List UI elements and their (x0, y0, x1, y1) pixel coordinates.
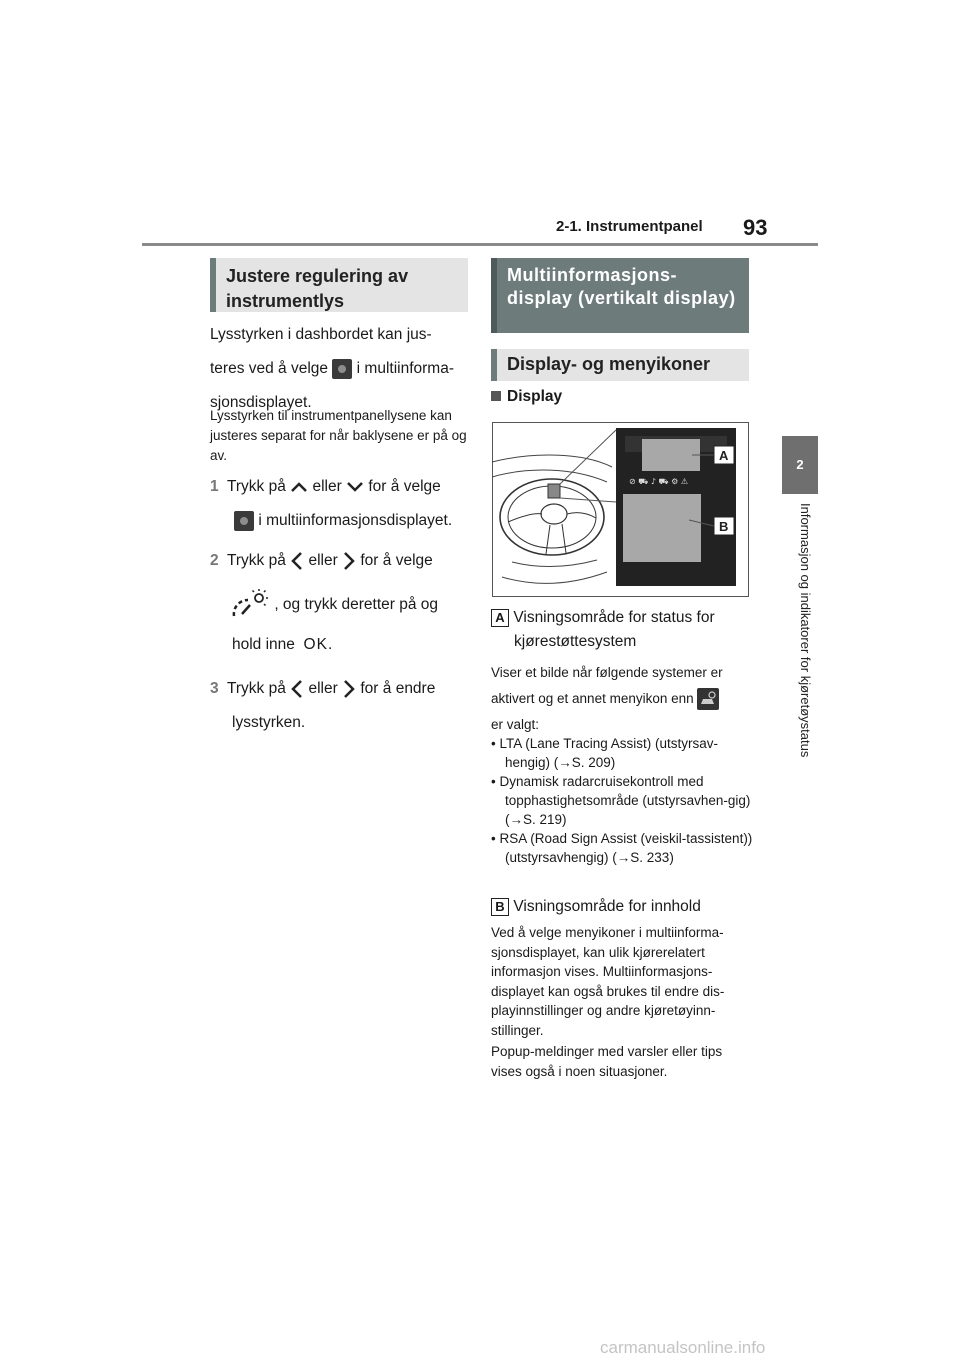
step-1-line-1 (210, 470, 472, 504)
section-a-list (491, 715, 753, 867)
chapter-title-vertical: Informasjon og indikatorer for kjøretøystatus (798, 503, 813, 758)
step-3-text-d: lysstyrken. (232, 714, 306, 731)
svg-text:⊘ ⛟ ♪ ⛟ ⚙ ⚠: ⊘ ⛟ ♪ ⛟ ⚙ ⚠ (629, 477, 688, 486)
step-2-number: 2 (210, 552, 219, 569)
intro-line-2 (210, 352, 472, 386)
section-b-text: Ved å velge menyikoner i multiinforma-sjonsdisplayet, kan ulik kjørerelatert informasjon vises. Multiinformasjons-displayet kan også brukes til endre dis-playinnstillinger og andre kjøretøyinn-stillinger. (491, 925, 725, 1038)
car-icon (697, 688, 719, 710)
display-illustration (492, 422, 749, 597)
section-b-title-text: Visningsområde for innhold (513, 898, 701, 915)
section-heading-brightness: Justere regulering av instrumentlys (210, 258, 468, 312)
section-heading-multi-info-display: Multiinformasjons-display (vertikalt display) (491, 258, 749, 333)
list-item-rsa: • RSA (Road Sign Assist (veiskil-tassistent)) (utstyrsavhengig) (→S. 233) (491, 831, 753, 865)
step-1-text-d: i multiinformasjonsdisplayet. (258, 512, 453, 529)
ok-button-icon: OK (303, 636, 328, 654)
settings-gear-icon (332, 359, 352, 379)
step-3-text-c: for å endre (360, 680, 436, 697)
subsection-heading-icons: Display- og menyikoner (491, 349, 749, 381)
section-a-text (491, 660, 753, 712)
section-a-title (491, 606, 753, 654)
popup-text: Popup-meldinger med varsler eller tips vises også i noen situasjoner. (491, 1044, 723, 1079)
chevron-right-icon (342, 551, 356, 571)
step-1 (210, 470, 472, 538)
section-a-text-line-2 (491, 686, 753, 712)
label-b: B (491, 898, 509, 916)
svg-text:B: B (719, 519, 729, 534)
watermark: carmanualsonline.info (600, 1338, 766, 1357)
intro-line-2b: i multiinforma- (356, 360, 454, 377)
chapter-tab: 2 (782, 436, 818, 494)
section-a-title-text-1: Visningsområde for status for (513, 609, 715, 626)
chevron-left-icon (290, 551, 304, 571)
step-3-text-b: eller (308, 680, 338, 697)
step-1-text-a: Trykk på (226, 478, 286, 495)
intro-paragraph (210, 318, 472, 420)
step-3-text-a: Trykk på (226, 680, 286, 697)
svg-text:A: A (719, 448, 729, 463)
step-2-line-1 (210, 544, 472, 578)
list-item-lta: • LTA (Lane Tracing Assist) (utstyrsav-hengig) (→S. 209) (491, 736, 719, 770)
chevron-up-icon (290, 481, 308, 493)
step-2-line-2 (210, 588, 472, 622)
step-3-line-1 (210, 672, 472, 706)
section-title: 2-1. Instrumentpanel (556, 218, 703, 235)
display-heading (491, 388, 562, 406)
step-2-text-b: eller (308, 552, 338, 569)
chevron-left-icon (290, 679, 304, 699)
meter-brightness-icon (230, 588, 270, 622)
section-a-text-1: Viser et bilde når følgende systemer er (491, 665, 723, 680)
intro-line-3: sjonsdisplayet. (210, 394, 312, 411)
step-2-text-e: hold inne (232, 636, 295, 654)
step-3 (210, 672, 472, 740)
section-b-title (491, 895, 753, 919)
section-a-title-text-2: kjørestøttesystem (514, 633, 637, 650)
chevron-down-icon (346, 481, 364, 493)
step-3-number: 3 (210, 680, 219, 697)
header-divider (142, 243, 818, 246)
step-2-text-d: , og trykk deretter på og (274, 596, 439, 614)
square-bullet-icon (491, 391, 501, 401)
step-2-line-3 (210, 628, 472, 662)
intro-line-2a: teres ved å velge (210, 360, 329, 377)
settings-gear-icon (234, 511, 254, 531)
list-item-radar-cruise: • Dynamisk radarcruisekontroll med topphastighetsområde (utstyrsavhen-gig) (→S. 219) (491, 774, 751, 827)
step-1-number: 1 (210, 478, 219, 495)
section-a-title-line-1 (491, 606, 753, 630)
driving-assist-car-icon (697, 688, 719, 710)
step-2 (210, 544, 472, 662)
step-2-text-a: Trykk på (226, 552, 286, 569)
step-1-text-b: eller (312, 478, 342, 495)
page-number: 93 (743, 215, 768, 240)
step-2-text-c: for å velge (360, 552, 433, 569)
section-a-text-2: aktivert og et annet menyikon enn (491, 691, 694, 706)
step-1-line-2 (210, 504, 472, 538)
step-2-text-f: . (327, 636, 333, 654)
label-a: A (491, 609, 509, 627)
intro-line-1: Lysstyrken i dashbordet kan jus- (210, 326, 432, 343)
section-a-text-3: er valgt: (491, 717, 540, 732)
note-text: Lysstyrken til instrumentpanellysene kan justeres separat for når baklysene er på og av. (210, 408, 467, 463)
display-heading-text: Display (507, 388, 563, 405)
chevron-right-icon (342, 679, 356, 699)
step-1-text-c: for å velge (368, 478, 441, 495)
